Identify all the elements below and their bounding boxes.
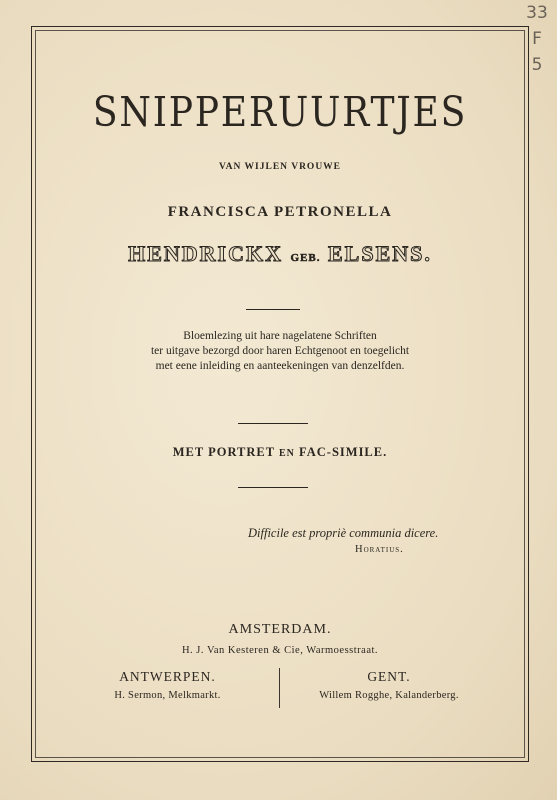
- author-surname-1: HENDRICKX: [128, 241, 284, 266]
- author-surname-2: ELSENS.: [328, 241, 432, 266]
- description-line: met eene inleiding en aanteekeningen van denzelfden.: [155, 360, 405, 372]
- byline: VAN WIJLEN VROUWE: [218, 162, 342, 172]
- portrait-note: [31, 445, 529, 460]
- margin-note-line: F: [532, 29, 542, 49]
- imprint-left: [60, 669, 275, 701]
- epigraph-author: Horatius.: [355, 544, 404, 555]
- imprint-right-city: GENT.: [367, 669, 411, 684]
- portrait-text-a: MET PORTRET: [172, 445, 275, 459]
- ornament-rule: [238, 423, 308, 424]
- imprint-left-city: ANTWERPEN.: [119, 669, 216, 684]
- imprint-publisher: H. J. Van Kesteren & Cie, Warmoesstraat.: [181, 645, 379, 656]
- margin-note-line: 5: [531, 55, 543, 75]
- epigraph-quote: Difficile est propriè communia dicere.: [248, 526, 439, 540]
- portrait-en: EN: [279, 448, 295, 459]
- imprint-right-address: Willem Rogghe, Kalanderberg.: [319, 690, 459, 701]
- imprint-divider: [279, 668, 280, 708]
- imprint-right: [284, 669, 494, 701]
- author-first-names: FRANCISCA PETRONELLA: [167, 204, 393, 220]
- margin-note-line: 33: [526, 3, 548, 23]
- author-surnames: [31, 241, 529, 267]
- imprint-city: AMSTERDAM.: [228, 622, 332, 637]
- author-geb: GEB.: [290, 252, 321, 264]
- imprint-left-address: H. Sermon, Melkmarkt.: [114, 690, 221, 701]
- book-title: SNIPPERUURTJES: [92, 88, 468, 136]
- ornament-rule: [246, 309, 300, 310]
- description-line: Bloemlezing uit hare nagelatene Schriften: [183, 330, 377, 342]
- portrait-text-b: FAC-SIMILE.: [299, 445, 388, 459]
- description-line: ter uitgave bezorgd door haren Echtgenoot en toegelicht: [150, 345, 410, 357]
- ornament-rule: [238, 487, 308, 488]
- description: [31, 329, 529, 374]
